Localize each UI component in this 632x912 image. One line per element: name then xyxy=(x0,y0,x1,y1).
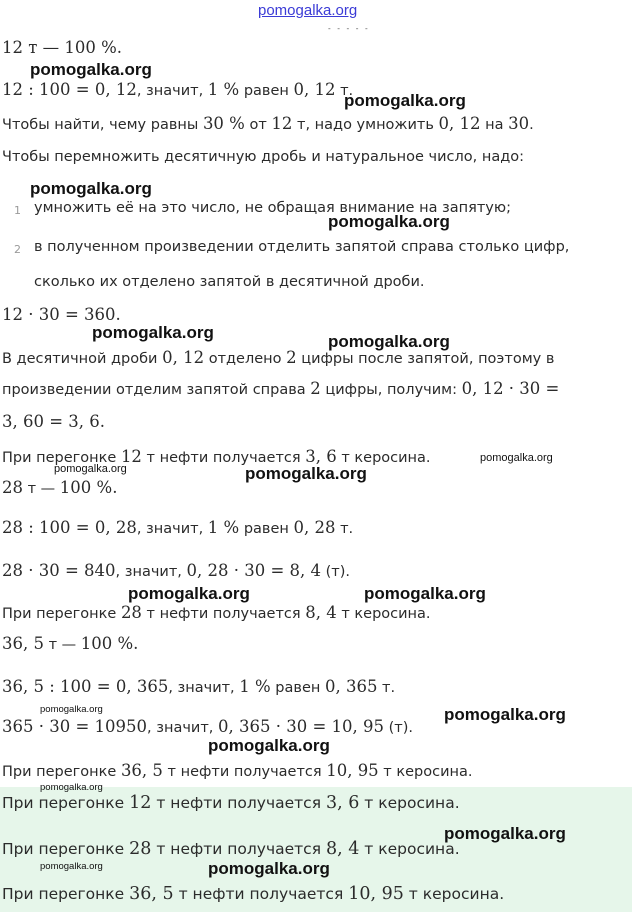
watermark: pomogalka.org xyxy=(328,212,450,231)
answer-line-12: При перегонке 12 т нефти получается 3, 6 т керосина. xyxy=(2,793,460,813)
line-decimal-explain: В десятичной дроби 0, 12 отделено 2 цифры после запятой, поэтому в xyxy=(2,348,555,367)
answer-line-28: При перегонке 28 т нефти получается 8, 4 т керосина. xyxy=(2,839,460,859)
watermark: pomogalka.org xyxy=(328,332,450,351)
watermark: pomogalka.org xyxy=(344,91,466,110)
line-conclusion-12: При перегонке 12 т нефти получается 3, 6 т керосина. xyxy=(2,447,431,466)
line-percent-36-5: 36, 5 : 100 = 0, 365, значит, 1 % равен 0, 365 т. xyxy=(2,677,396,696)
line-365x30: 365 · 30 = 10950, значит, 0, 365 · 30 = 10, 95 (т). xyxy=(2,717,413,736)
line-28t-100pct: 28 т — 100 %. xyxy=(2,478,118,497)
answer-box xyxy=(0,787,632,912)
line-percent-28: 28 : 100 = 0, 28, значит, 1 % равен 0, 28 т. xyxy=(2,518,354,537)
line-conclusion-36-5: При перегонке 36, 5 т нефти получается 10, 95 т керосина. xyxy=(2,761,473,780)
line-result-3-6: 3, 60 = 3, 6. xyxy=(2,412,106,431)
list-item: в полученном произведении отделить запятой справа столько цифр, xyxy=(34,239,570,255)
watermark: pomogalka.org xyxy=(40,861,103,872)
watermark: pomogalka.org xyxy=(364,584,486,603)
line-12t-100pct: 12 т — 100 %. xyxy=(2,38,123,57)
line-28x30: 28 · 30 = 840, значит, 0, 28 · 30 = 8, 4 (т). xyxy=(2,561,350,580)
line-percent-12: 12 : 100 = 0, 12, значит, 1 % равен 0, 12 т. xyxy=(2,80,354,99)
list-number: 1 xyxy=(14,204,21,217)
watermark: pomogalka.org xyxy=(92,323,214,342)
watermark: pomogalka.org xyxy=(128,584,250,603)
watermark: pomogalka.org xyxy=(54,463,127,475)
watermark: pomogalka.org xyxy=(30,60,152,79)
line-rule-intro: Чтобы перемножить десятичную дробь и натуральное число, надо: xyxy=(2,149,524,165)
line-12x30: 12 · 30 = 360. xyxy=(2,305,121,324)
site-link[interactable]: pomogalka.org xyxy=(258,2,358,19)
line-36-5t-100pct: 36, 5 т — 100 %. xyxy=(2,634,139,653)
line-find-30pct: Чтобы найти, чему равны 30 % от 12 т, надо умножить 0, 12 на 30. xyxy=(2,114,534,133)
line-conclusion-28: При перегонке 28 т нефти получается 8, 4 т керосина. xyxy=(2,603,431,622)
list-number: 2 xyxy=(14,243,21,256)
answer-line-36-5: При перегонке 36, 5 т нефти получается 10, 95 т керосина. xyxy=(2,884,505,904)
watermark: pomogalka.org xyxy=(40,704,103,715)
watermark: pomogalka.org xyxy=(444,705,566,724)
cut-off-text: - - - - - xyxy=(328,24,370,33)
watermark: pomogalka.org xyxy=(444,824,566,843)
watermark: pomogalka.org xyxy=(40,782,103,793)
watermark: pomogalka.org xyxy=(30,179,152,198)
watermark: pomogalka.org xyxy=(480,452,553,464)
watermark: pomogalka.org xyxy=(245,464,367,483)
list-item: умножить её на это число, не обращая внимание на запятую; xyxy=(34,200,511,216)
list-item-continued: сколько их отделено запятой в десятичной дроби. xyxy=(34,274,425,290)
watermark: pomogalka.org xyxy=(208,736,330,755)
line-decimal-explain-2: произведении отделим запятой справа 2 цифры, получим: 0, 12 · 30 = xyxy=(2,379,560,398)
watermark: pomogalka.org xyxy=(208,859,330,878)
